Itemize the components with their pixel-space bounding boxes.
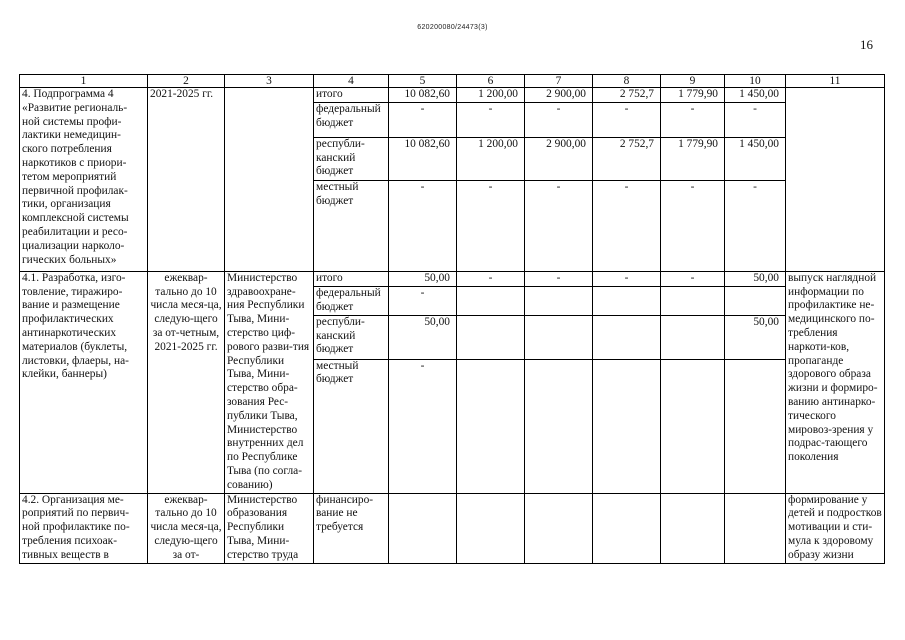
header-cell: 1 <box>20 75 148 88</box>
value-cell: 50,00 <box>389 271 457 286</box>
value-cell <box>525 286 593 315</box>
value-cell <box>525 359 593 493</box>
header-cell: 5 <box>389 75 457 88</box>
page-number: 16 <box>860 37 873 52</box>
header-cell: 8 <box>593 75 661 88</box>
header-cell: 4 <box>314 75 389 88</box>
funding-label: местный бюджет <box>314 180 389 271</box>
header-cell: 11 <box>786 75 885 88</box>
value-cell: - <box>661 102 725 137</box>
funding-label: итого <box>314 88 389 103</box>
value-cell <box>661 315 725 359</box>
header-cell: 10 <box>725 75 786 88</box>
value-cell: - <box>661 271 725 286</box>
value-cell <box>725 359 786 493</box>
value-cell <box>725 493 786 563</box>
value-cell: - <box>525 180 593 271</box>
header-cell: 2 <box>148 75 225 88</box>
value-cell <box>593 315 661 359</box>
table-row <box>20 88 885 103</box>
header-cell: 9 <box>661 75 725 88</box>
measure-4-2-executor: Министерство образования Республики Тыва, Мини-стерство труда <box>225 493 314 563</box>
measure-4-1-name: 4.1. Разработка, изго-товление, тиражиро-вание и размещение профилактических антинаркотических материалов (буклеты, листовки, флаеры, на-клейки, баннеры) <box>20 271 148 493</box>
value-cell: 10 082,60 <box>389 137 457 180</box>
funding-label: местный бюджет <box>314 359 389 493</box>
value-cell <box>661 359 725 493</box>
value-cell <box>457 493 525 563</box>
header-cell: 6 <box>457 75 525 88</box>
value-cell: 1 779,90 <box>661 88 725 103</box>
value-cell: - <box>725 102 786 137</box>
header-cell: 7 <box>525 75 593 88</box>
value-cell: - <box>525 271 593 286</box>
value-cell <box>389 493 457 563</box>
funding-label: итого <box>314 271 389 286</box>
header-cell: 3 <box>225 75 314 88</box>
value-cell: 2 752,7 <box>593 88 661 103</box>
table-row <box>20 493 885 563</box>
value-cell: - <box>593 102 661 137</box>
value-cell <box>593 286 661 315</box>
value-cell <box>457 359 525 493</box>
value-cell: - <box>593 180 661 271</box>
value-cell <box>525 493 593 563</box>
value-cell: - <box>457 180 525 271</box>
value-cell: - <box>661 180 725 271</box>
value-cell: - <box>389 286 457 315</box>
table-row <box>20 271 885 286</box>
value-cell: 1 779,90 <box>661 137 725 180</box>
value-cell: 50,00 <box>725 271 786 286</box>
value-cell: - <box>725 180 786 271</box>
value-cell: - <box>593 271 661 286</box>
value-cell <box>457 286 525 315</box>
document-id: 620200080/24473(3) <box>417 24 488 31</box>
value-cell <box>661 286 725 315</box>
measure-4-1-result: выпуск наглядной информации по профилактике не-медицинского по-требления наркоти-ков, пропаганде здорового образа жизни и формиро-ванию антинарко-тического мировоз-зрения у подрас-тающего поколения <box>786 271 885 493</box>
value-cell: - <box>457 271 525 286</box>
value-cell: 2 752,7 <box>593 137 661 180</box>
value-cell: 1 200,00 <box>457 137 525 180</box>
measure-4-1-period: ежеквар-тально до 10 числа меся-ца, следую-щего за от-четным, 2021-2025 гг. <box>148 271 225 493</box>
value-cell: - <box>525 102 593 137</box>
measure-4-1-executor: Министерство здравоохране-ния Республики Тыва, Мини-стерство циф-рового разви-тия Республики Тыва, Мини-стерство обра-зования Рес-публики Тыва, Министерство внутренних дел по Республике Тыва (по согла-сованию) <box>225 271 314 493</box>
value-cell: 50,00 <box>725 315 786 359</box>
value-cell: 2 900,00 <box>525 88 593 103</box>
value-cell: 1 450,00 <box>725 88 786 103</box>
value-cell: 2 900,00 <box>525 137 593 180</box>
value-cell: - <box>389 102 457 137</box>
value-cell <box>593 359 661 493</box>
value-cell <box>525 315 593 359</box>
funding-label: федеральный бюджет <box>314 102 389 137</box>
value-cell: 1 200,00 <box>457 88 525 103</box>
measure-4-2-name: 4.2. Организация ме-роприятий по первич-ной профилактике по-требления психоак-тивных веществ в <box>20 493 148 563</box>
subprogram-4-result <box>786 88 885 272</box>
value-cell: - <box>389 359 457 493</box>
funding-label: республи-канский бюджет <box>314 315 389 359</box>
subprogram-4-name: 4. Подпрограмма 4 «Развитие региональ-ной системы профи-лактики немедицин-ского потребления наркотиков с приори-тетом мероприятий первичной профилак-тики, организация комплексной системы реабилитации и ресо-циализации нарколо-гических больных» <box>20 88 148 272</box>
value-cell: 50,00 <box>389 315 457 359</box>
measure-4-2-result: формирование у детей и подростков мотивации и сти-мула к здоровому образу жизни <box>786 493 885 563</box>
value-cell: - <box>389 180 457 271</box>
budget-table <box>19 74 885 564</box>
value-cell <box>457 315 525 359</box>
value-cell <box>593 493 661 563</box>
subprogram-4-executor <box>225 88 314 272</box>
value-cell: 10 082,60 <box>389 88 457 103</box>
value-cell <box>725 286 786 315</box>
value-cell: - <box>457 102 525 137</box>
funding-label: финансиро-вание не требуется <box>314 493 389 563</box>
subprogram-4-period: 2021-2025 гг. <box>148 88 225 272</box>
header-row <box>20 75 885 88</box>
funding-label: федеральный бюджет <box>314 286 389 315</box>
value-cell <box>661 493 725 563</box>
measure-4-2-period: ежеквар-тально до 10 числа меся-ца, следую-щего за от- <box>148 493 225 563</box>
value-cell: 1 450,00 <box>725 137 786 180</box>
funding-label: республи-канский бюджет <box>314 137 389 180</box>
